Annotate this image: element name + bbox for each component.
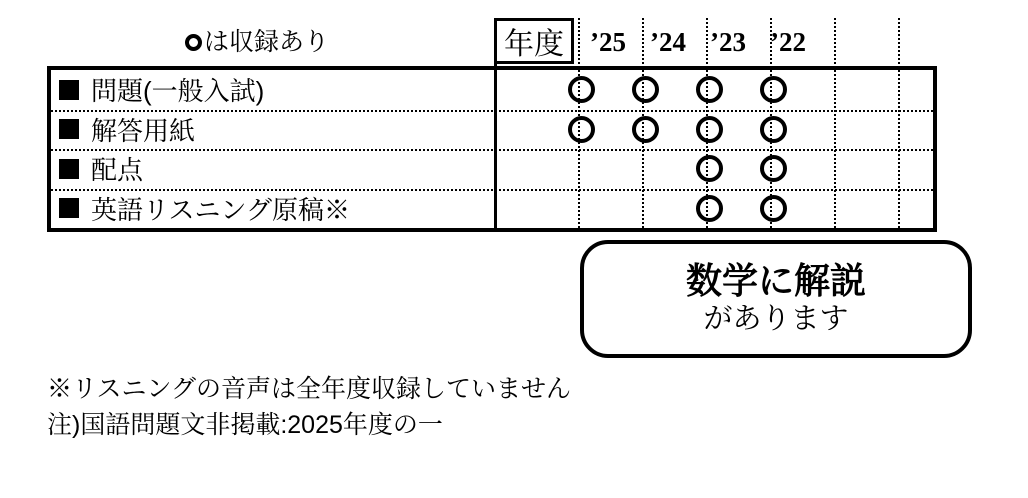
- table-cell: [869, 70, 933, 110]
- row-label-text: 解答用紙: [91, 115, 196, 146]
- year-header-label: 年度: [504, 28, 564, 61]
- row-label-text: 問題(一般入試): [91, 76, 265, 107]
- table-cell: [549, 189, 613, 229]
- circle-outline-icon: [185, 34, 202, 51]
- table-cell: [677, 110, 741, 150]
- table-cell: [613, 189, 677, 229]
- table-cell: [741, 110, 805, 150]
- row-cells: [549, 110, 933, 150]
- row-cells: [549, 149, 933, 189]
- contents-table: [47, 66, 937, 232]
- year-column-header: ’25: [590, 27, 626, 57]
- circle-outline-icon: [568, 76, 595, 103]
- table-cell: [549, 70, 613, 110]
- table-row: [51, 149, 933, 189]
- table-cell: [549, 110, 613, 150]
- table-cell: [741, 70, 805, 110]
- table-cell: [741, 189, 805, 229]
- table-cell: [805, 189, 869, 229]
- year-column-header: ’24: [650, 27, 686, 57]
- footnote-line: 注)国語問題文非掲載:2025年度の一: [47, 410, 443, 439]
- row-label: [51, 190, 549, 227]
- callout-bubble: [580, 240, 972, 358]
- year-column-header: ’22: [770, 27, 806, 57]
- table-cell: [869, 189, 933, 229]
- circle-outline-icon: [696, 76, 723, 103]
- circle-outline-icon: [760, 155, 787, 182]
- year-column-header: [878, 22, 938, 62]
- table-cell: [613, 149, 677, 189]
- table-cell: [805, 149, 869, 189]
- table-cell: [677, 189, 741, 229]
- circle-outline-icon: [632, 76, 659, 103]
- callout-line-2: があります: [703, 303, 849, 336]
- table-row: [51, 70, 933, 110]
- circle-outline-icon: [696, 116, 723, 143]
- circle-outline-icon: [696, 195, 723, 222]
- circle-outline-icon: [568, 116, 595, 143]
- table-cell: [677, 70, 741, 110]
- table-cell: [869, 149, 933, 189]
- row-cells: [549, 70, 933, 110]
- row-label: [51, 111, 549, 148]
- circle-outline-icon: [760, 195, 787, 222]
- table-cell: [613, 110, 677, 150]
- square-bullet-icon: [59, 119, 79, 139]
- table-cell: [677, 149, 741, 189]
- circle-outline-icon: [696, 155, 723, 182]
- table-row: [51, 110, 933, 150]
- row-label: [51, 71, 549, 108]
- year-column-header: [818, 22, 878, 62]
- circle-outline-icon: [760, 116, 787, 143]
- year-column-headers: [578, 22, 938, 62]
- table-cell: [741, 149, 805, 189]
- circle-outline-icon: [632, 116, 659, 143]
- row-label-text: 英語リスニング原稿※: [91, 194, 350, 225]
- table-cell: [549, 149, 613, 189]
- year-column-header: ’23: [710, 27, 746, 57]
- callout-line-1: 数学に解説: [685, 259, 866, 301]
- row-label-text: 配点: [91, 155, 144, 186]
- circle-outline-icon: [760, 76, 787, 103]
- square-bullet-icon: [59, 80, 79, 100]
- year-header-box: [494, 18, 574, 64]
- table-cell: [805, 70, 869, 110]
- square-bullet-icon: [59, 198, 79, 218]
- legend: [185, 30, 329, 55]
- legend-text: は収録あり: [204, 28, 330, 56]
- table-cell: [805, 110, 869, 150]
- row-label: [51, 150, 549, 187]
- table-cell: [869, 110, 933, 150]
- footnote-line: ※リスニングの音声は全年度収録していません: [47, 375, 572, 403]
- row-cells: [549, 189, 933, 229]
- table-cell: [613, 70, 677, 110]
- square-bullet-icon: [59, 159, 79, 179]
- footnotes: [47, 372, 571, 443]
- table-row: [51, 189, 933, 229]
